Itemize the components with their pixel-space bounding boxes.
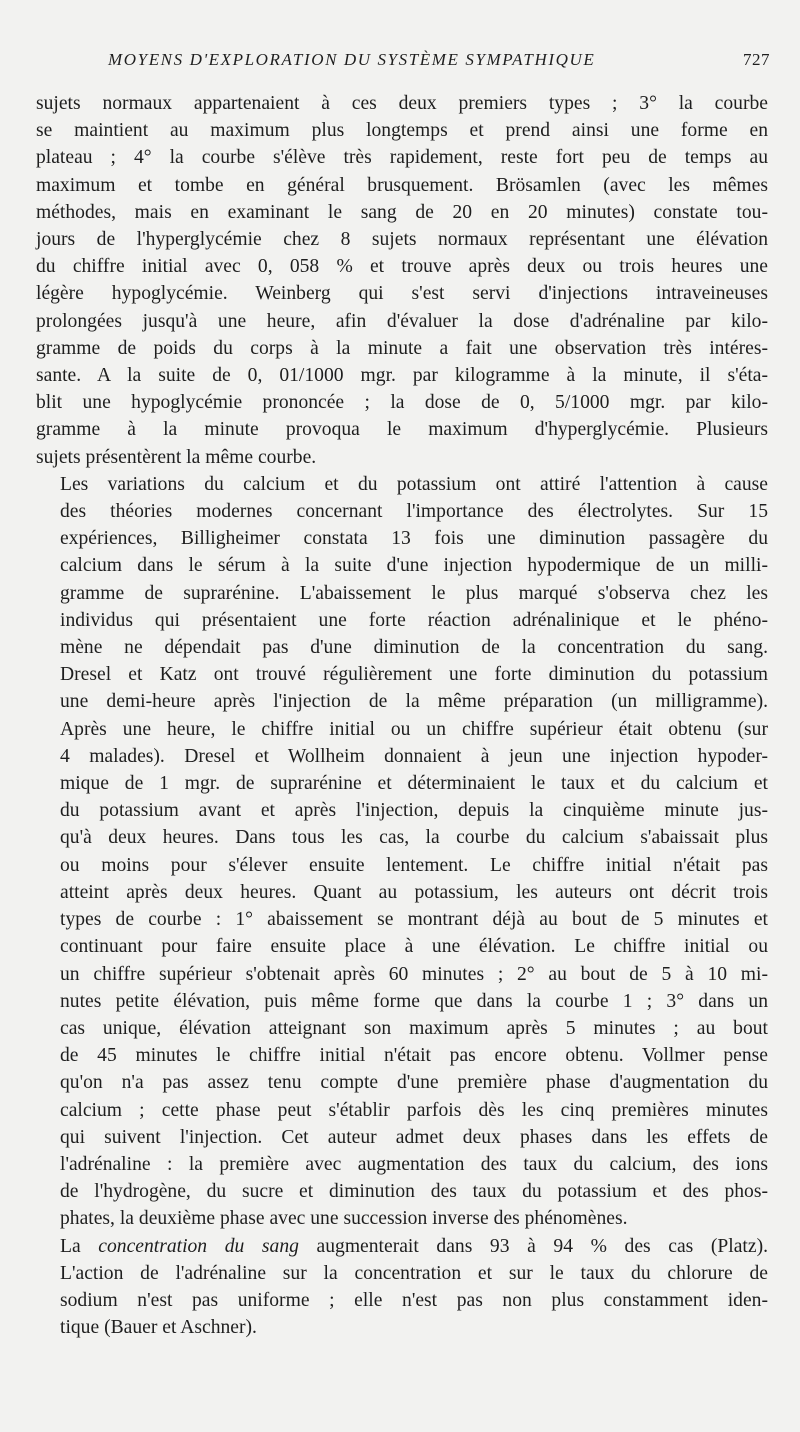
text-line: mique de 1 mgr. de suprarénine et déterminaient le taux et du calcium et xyxy=(60,773,768,795)
paragraph xyxy=(36,471,768,1233)
text-line: sante. A la suite de 0, 01/1000 mgr. par kilogramme à la minute, il s'éta- xyxy=(36,365,768,387)
text-line: atteint après deux heures. Quant au potassium, les auteurs ont décrit trois xyxy=(60,881,768,903)
text-line: qu'on n'a pas assez tenu compte d'une première phase d'augmentation du xyxy=(60,1072,768,1094)
running-header xyxy=(108,50,770,74)
text-line: l'adrénaline : la première avec augmentation des taux du calcium, des ions xyxy=(60,1153,768,1175)
text-line: tique (Bauer et Aschner). xyxy=(60,1317,257,1339)
text-line: continuant pour faire ensuite place à une élévation. Le chiffre initial ou xyxy=(60,936,768,958)
page-number: 727 xyxy=(743,50,770,69)
text-line: ou moins pour s'élever ensuite lentement. Le chiffre initial n'était pas xyxy=(60,854,768,876)
italic-term: concentration du sang xyxy=(98,1235,299,1257)
text-line: Les variations du calcium et du potassium ont attiré l'attention à cause xyxy=(60,473,768,495)
text-line: types de courbe : 1° abaissement se montrant déjà au bout de 5 minutes et xyxy=(60,909,768,931)
text-line: calcium ; cette phase peut s'établir parfois dès les cinq premières minutes xyxy=(60,1099,768,1121)
text-line: prolongées jusqu'à une heure, afin d'évaluer la dose d'adrénaline par kilo- xyxy=(36,310,768,332)
text-line: gramme à la minute provoqua le maximum d'hyperglycémie. Plusieurs xyxy=(36,419,768,441)
text-line: se maintient au maximum plus longtemps et prend ainsi une forme en xyxy=(36,120,768,142)
text-line: L'action de l'adrénaline sur la concentration et sur le taux du chlorure de xyxy=(60,1262,768,1284)
text-line: méthodes, mais en examinant le sang de 20 en 20 minutes) constate tou- xyxy=(36,201,768,223)
text-line: sujets normaux appartenaient à ces deux premiers types ; 3° la courbe xyxy=(36,93,768,114)
text-line: 4 malades). Dresel et Wollheim donnaient à jeun une injection hypoder- xyxy=(60,745,768,767)
text-line: calcium dans le sérum à la suite d'une injection hypodermique de un milli- xyxy=(60,555,768,577)
text-line: phates, la deuxième phase avec une succession inverse des phénomènes. xyxy=(60,1208,628,1230)
text-line: sodium n'est pas uniforme ; elle n'est pas non plus constamment iden- xyxy=(60,1289,768,1311)
text-line: cas unique, élévation atteignant son maximum après 5 minutes ; au bout xyxy=(60,1017,768,1039)
text-line: un chiffre supérieur s'obtenait après 60 minutes ; 2° au bout de 5 à 10 mi- xyxy=(60,963,768,985)
text-line: Dresel et Katz ont trouvé régulièrement une forte diminution du potassium xyxy=(60,664,768,686)
text-line: mène ne dépendait pas d'une diminution de la concentration du sang. xyxy=(60,637,768,659)
text-line: des théories modernes concernant l'importance des électrolytes. Sur 15 xyxy=(60,501,768,523)
text-line: une demi-heure après l'injection de la même préparation (un milligramme). xyxy=(60,691,768,713)
text-line: du potassium avant et après l'injection, depuis la cinquième minute jus- xyxy=(60,800,768,822)
text-line: qu'à deux heures. Dans tous les cas, la courbe du calcium s'abaissait plus xyxy=(60,827,768,849)
text-line: individus qui présentaient une forte réaction adrénalinique et le phéno- xyxy=(60,609,768,631)
text-line: La concentration du sang augmenterait dans 93 à 94 % des cas (Platz). xyxy=(60,1235,768,1257)
text-line: jours de l'hyperglycémie chez 8 sujets normaux représentant une élévation xyxy=(36,229,768,251)
body-text xyxy=(36,90,768,1341)
text-line: Après une heure, le chiffre initial ou un chiffre supérieur était obtenu (sur xyxy=(60,718,768,740)
text-line: du chiffre initial avec 0, 058 % et trouve après deux ou trois heures une xyxy=(36,256,768,278)
text-line: blit une hypoglycémie prononcée ; la dose de 0, 5/1000 mgr. par kilo- xyxy=(36,392,768,414)
paragraph xyxy=(36,90,768,471)
running-title: MOYENS D'EXPLORATION DU SYSTÈME SYMPATHIQUE xyxy=(108,50,596,69)
text-line: expériences, Billigheimer constata 13 fois une diminution passagère du xyxy=(60,528,768,550)
text-line: qui suivent l'injection. Cet auteur admet deux phases dans les effets de xyxy=(60,1126,768,1148)
text-line: gramme de poids du corps à la minute a fait une observation très intéres- xyxy=(36,337,768,359)
text-line: de l'hydrogène, du sucre et diminution des taux du potassium et des phos- xyxy=(60,1181,768,1203)
text-line: sujets présentèrent la même courbe. xyxy=(36,446,317,468)
text-line: nutes petite élévation, puis même forme que dans la courbe 1 ; 3° dans un xyxy=(60,990,768,1012)
paragraph xyxy=(36,1233,768,1342)
text-line: légère hypoglycémie. Weinberg qui s'est servi d'injections intraveineuses xyxy=(36,283,768,305)
text-line: plateau ; 4° la courbe s'élève très rapidement, reste fort peu de temps au xyxy=(36,147,768,169)
text-line: de 45 minutes le chiffre initial n'était pas encore obtenu. Vollmer pense xyxy=(60,1045,768,1067)
text-line: maximum et tombe en général brusquement. Brösamlen (avec les mêmes xyxy=(36,174,768,196)
text-line: gramme de suprarénine. L'abaissement le plus marqué s'observa chez les xyxy=(60,582,768,604)
